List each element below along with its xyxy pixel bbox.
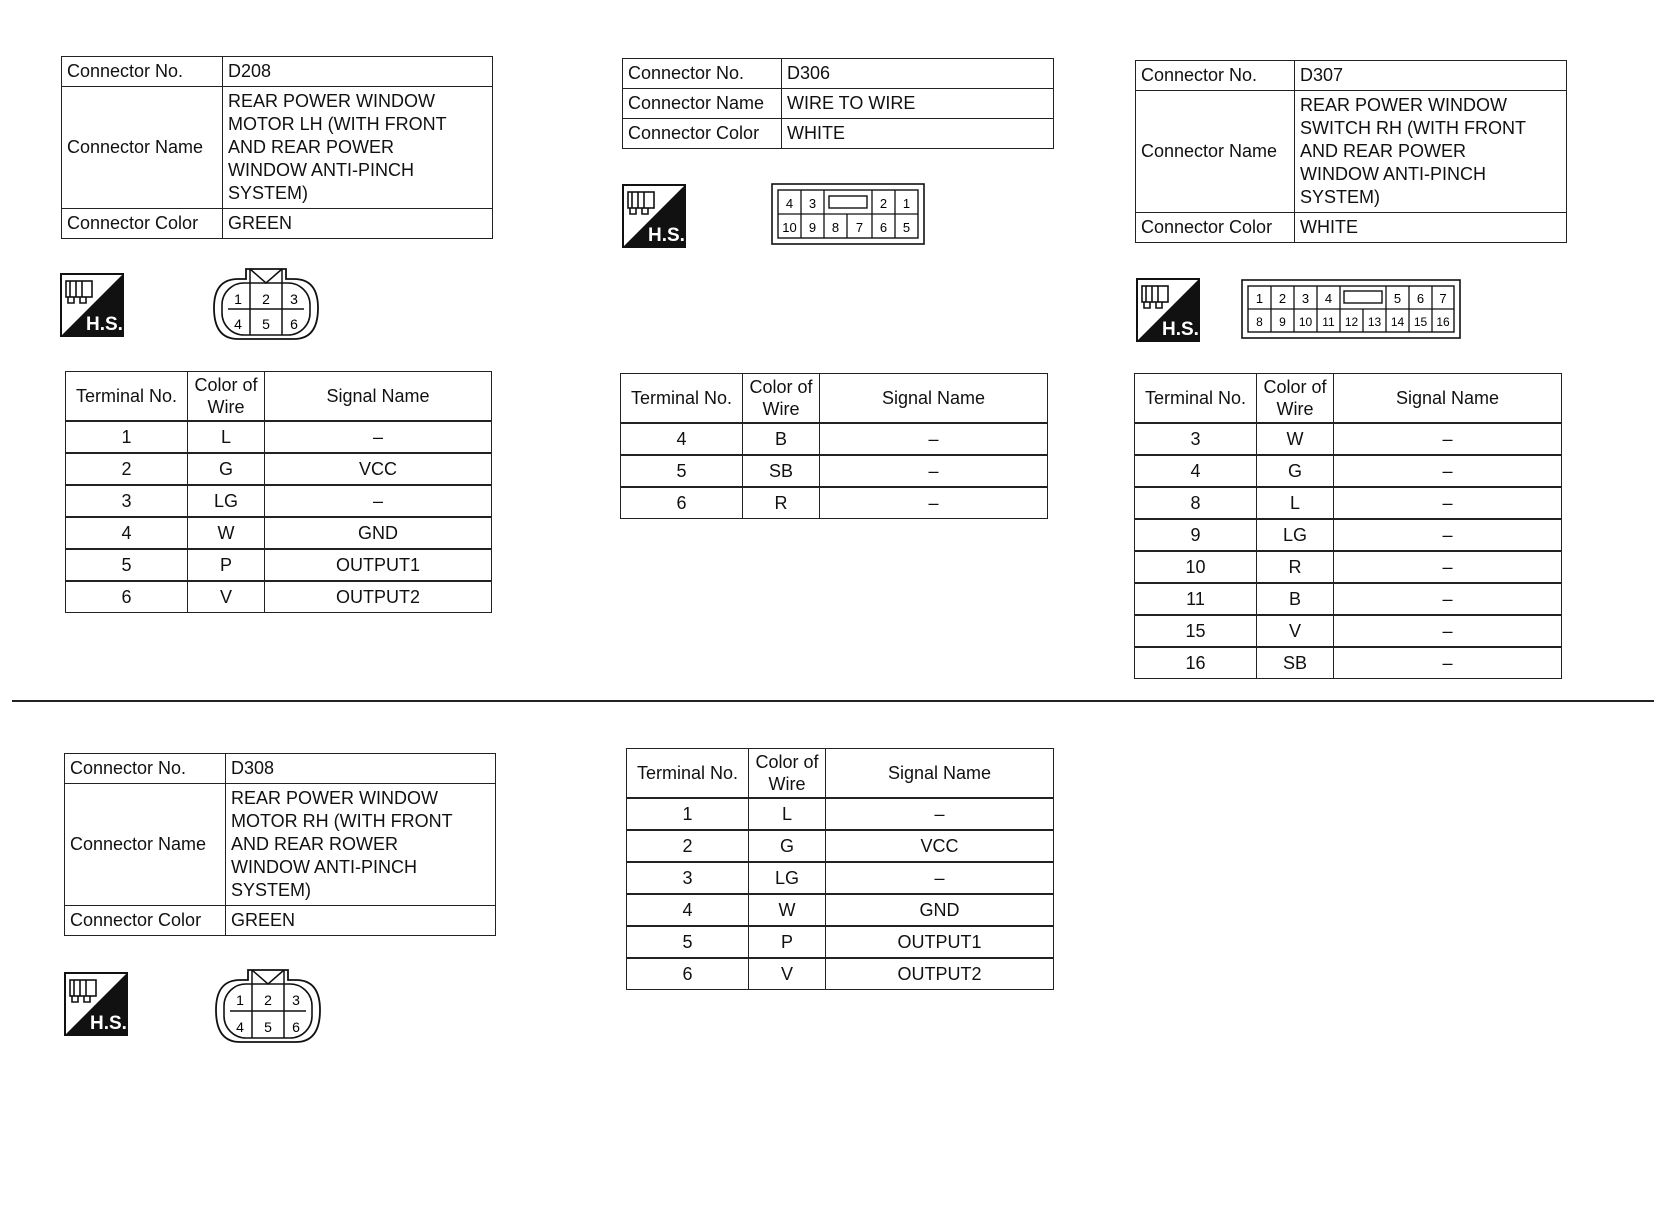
terminal-no-cell: 6: [627, 958, 749, 990]
connector-name-value: REAR POWER WINDOW SWITCH RH (WITH FRONT AND REAR POWER WINDOW ANTI-PINCH SYSTEM): [1295, 91, 1567, 213]
terminal-no-cell: 16: [1135, 647, 1257, 679]
terminal-no-cell: 3: [66, 485, 188, 517]
signal-name-cell: OUTPUT2: [826, 958, 1054, 990]
signal-name-cell: –: [1334, 423, 1562, 455]
pin-label: 4: [1324, 291, 1333, 306]
connector-no-value: D307: [1295, 61, 1567, 91]
hs-label: H.S.: [86, 314, 123, 335]
wire-color-cell: W: [749, 894, 826, 926]
table-row: [1135, 423, 1562, 455]
table-row: [66, 453, 492, 485]
pin-label: 1: [902, 196, 911, 211]
connector-color-value: GREEN: [226, 906, 496, 936]
harness-side-icon: [64, 972, 128, 1036]
signal-name-cell: VCC: [826, 830, 1054, 862]
pin-label: 5: [264, 1019, 272, 1035]
pin-label: 13: [1367, 315, 1382, 329]
pin-label: 5: [1393, 291, 1402, 306]
terminal-no-cell: 4: [627, 894, 749, 926]
pin-label: 10: [1298, 315, 1313, 329]
connector-info-table-d307: [1135, 60, 1567, 243]
connector-info-table-d306: [622, 58, 1054, 149]
wire-color-header: Color of Wire: [188, 372, 265, 422]
signal-name-cell: –: [1334, 615, 1562, 647]
pin-label: 2: [264, 992, 272, 1008]
pin-label: 5: [262, 316, 270, 332]
terminal-no-cell: 6: [621, 487, 743, 519]
pin-label: 3: [1301, 291, 1310, 306]
wire-color-cell: L: [1257, 487, 1334, 519]
pin-label: 8: [831, 220, 840, 235]
pin-label: 1: [236, 992, 244, 1008]
signal-name-cell: –: [265, 421, 492, 453]
terminal-table-header: [66, 372, 492, 422]
connector-name-row: [623, 89, 1054, 119]
table-row: [627, 862, 1054, 894]
table-row: [1135, 455, 1562, 487]
wire-color-cell: LG: [1257, 519, 1334, 551]
signal-name-cell: –: [1334, 583, 1562, 615]
connector-no-row: [1136, 61, 1567, 91]
table-row: [621, 455, 1048, 487]
connector-name-label: Connector Name: [62, 87, 223, 209]
wire-color-cell: V: [749, 958, 826, 990]
pin-label: 2: [879, 196, 888, 211]
table-row: [66, 485, 492, 517]
table-row: [627, 958, 1054, 990]
connector-color-row: [62, 209, 493, 239]
table-row: [1135, 519, 1562, 551]
signal-name-header: Signal Name: [826, 749, 1054, 799]
wire-color-cell: B: [743, 423, 820, 455]
wire-color-cell: W: [1257, 423, 1334, 455]
pin-label: 4: [236, 1019, 244, 1035]
connector-name-label: Connector Name: [65, 784, 226, 906]
table-row: [627, 894, 1054, 926]
terminal-no-cell: 8: [1135, 487, 1257, 519]
hs-label: H.S.: [90, 1013, 127, 1034]
wire-color-header: Color of Wire: [743, 374, 820, 424]
signal-name-cell: –: [820, 423, 1048, 455]
terminal-no-cell: 3: [1135, 423, 1257, 455]
table-row: [1135, 583, 1562, 615]
pin-label: 6: [1416, 291, 1425, 306]
terminal-no-cell: 2: [66, 453, 188, 485]
wire-color-cell: LG: [188, 485, 265, 517]
signal-name-cell: –: [1334, 551, 1562, 583]
signal-name-header: Signal Name: [1334, 374, 1562, 424]
connector-face-d308: [208, 966, 328, 1056]
connector-no-label: Connector No.: [65, 754, 226, 784]
signal-name-cell: VCC: [265, 453, 492, 485]
wire-color-cell: G: [188, 453, 265, 485]
connector-no-value: D308: [226, 754, 496, 784]
wire-color-cell: R: [1257, 551, 1334, 583]
pin-label: 10: [782, 220, 797, 235]
connector-no-label: Connector No.: [62, 57, 223, 87]
terminal-table-header: [627, 749, 1054, 799]
pin-label: 4: [785, 196, 794, 211]
connector-name-label: Connector Name: [1136, 91, 1295, 213]
connector-info-table-d308: [64, 753, 496, 936]
pin-label: 7: [855, 220, 864, 235]
pin-label: 14: [1390, 315, 1405, 329]
wire-color-cell: SB: [1257, 647, 1334, 679]
pin-label: 12: [1344, 315, 1359, 329]
signal-name-cell: OUTPUT1: [826, 926, 1054, 958]
connector-name-row: [62, 87, 493, 209]
connector-color-value: WHITE: [1295, 213, 1567, 243]
connector-color-label: Connector Color: [65, 906, 226, 936]
terminal-no-cell: 9: [1135, 519, 1257, 551]
wire-color-cell: LG: [749, 862, 826, 894]
connector-info-table-d208: [61, 56, 493, 239]
harness-side-icon: [60, 273, 124, 337]
signal-name-cell: GND: [265, 517, 492, 549]
connector-color-label: Connector Color: [623, 119, 782, 149]
table-row: [627, 926, 1054, 958]
terminal-no-cell: 4: [66, 517, 188, 549]
wire-color-header: Color of Wire: [1257, 374, 1334, 424]
terminal-no-cell: 1: [66, 421, 188, 453]
wire-color-cell: P: [749, 926, 826, 958]
table-row: [66, 421, 492, 453]
table-row: [1135, 551, 1562, 583]
harness-side-icon: [1136, 278, 1200, 342]
table-row: [66, 581, 492, 613]
table-row: [66, 517, 492, 549]
terminal-no-cell: 4: [1135, 455, 1257, 487]
connector-face-d307: [1240, 278, 1462, 340]
table-row: [1135, 615, 1562, 647]
signal-name-header: Signal Name: [265, 372, 492, 422]
connector-no-value: D306: [782, 59, 1054, 89]
signal-name-cell: –: [1334, 519, 1562, 551]
signal-name-cell: OUTPUT1: [265, 549, 492, 581]
signal-name-cell: –: [1334, 647, 1562, 679]
signal-name-cell: –: [820, 487, 1048, 519]
pin-label: 16: [1436, 315, 1450, 329]
signal-name-cell: GND: [826, 894, 1054, 926]
terminal-no-header: Terminal No.: [627, 749, 749, 799]
wire-color-cell: B: [1257, 583, 1334, 615]
wire-color-cell: L: [188, 421, 265, 453]
connector-color-row: [623, 119, 1054, 149]
connector-no-label: Connector No.: [623, 59, 782, 89]
pin-label: 4: [234, 316, 242, 332]
connector-name-value: REAR POWER WINDOW MOTOR RH (WITH FRONT AND REAR ROWER WINDOW ANTI-PINCH SYSTEM): [226, 784, 496, 906]
table-row: [627, 798, 1054, 830]
pin-label: 6: [292, 1019, 300, 1035]
pin-label: 6: [879, 220, 888, 235]
terminal-table-header: [1135, 374, 1562, 424]
terminal-no-cell: 11: [1135, 583, 1257, 615]
hs-label: H.S.: [1162, 319, 1199, 340]
terminal-no-cell: 15: [1135, 615, 1257, 647]
connector-color-label: Connector Color: [1136, 213, 1295, 243]
connector-no-row: [623, 59, 1054, 89]
connector-face-d306: [770, 182, 926, 246]
pin-label: 1: [1255, 291, 1264, 306]
terminal-no-cell: 5: [66, 549, 188, 581]
signal-name-header: Signal Name: [820, 374, 1048, 424]
terminal-table-d307: [1134, 373, 1562, 679]
signal-name-cell: –: [826, 798, 1054, 830]
signal-name-cell: –: [820, 455, 1048, 487]
table-row: [621, 487, 1048, 519]
signal-name-cell: OUTPUT2: [265, 581, 492, 613]
pin-label: 3: [292, 992, 300, 1008]
connector-color-value: GREEN: [223, 209, 493, 239]
connector-no-row: [62, 57, 493, 87]
signal-name-cell: –: [265, 485, 492, 517]
connector-color-row: [65, 906, 496, 936]
wire-color-cell: L: [749, 798, 826, 830]
connector-color-row: [1136, 213, 1567, 243]
terminal-no-cell: 5: [621, 455, 743, 487]
terminal-table-header: [621, 374, 1048, 424]
table-row: [1135, 647, 1562, 679]
connector-no-value: D208: [223, 57, 493, 87]
terminal-no-cell: 3: [627, 862, 749, 894]
connector-name-row: [1136, 91, 1567, 213]
pin-label: 6: [290, 316, 298, 332]
pin-label: 2: [1278, 291, 1287, 306]
connector-no-row: [65, 754, 496, 784]
connector-color-value: WHITE: [782, 119, 1054, 149]
terminal-no-cell: 4: [621, 423, 743, 455]
table-row: [1135, 487, 1562, 519]
terminal-no-cell: 1: [627, 798, 749, 830]
pin-label: 5: [902, 220, 911, 235]
hs-label: H.S.: [648, 225, 685, 246]
pin-label: 2: [262, 291, 270, 307]
pin-label: 3: [808, 196, 817, 211]
terminal-table-d306: [620, 373, 1048, 519]
terminal-no-header: Terminal No.: [66, 372, 188, 422]
connector-no-label: Connector No.: [1136, 61, 1295, 91]
terminal-table-d308: [626, 748, 1054, 990]
pin-label: 7: [1439, 291, 1447, 306]
table-row: [66, 549, 492, 581]
terminal-no-header: Terminal No.: [1135, 374, 1257, 424]
table-row: [627, 830, 1054, 862]
terminal-no-cell: 6: [66, 581, 188, 613]
connector-name-value: WIRE TO WIRE: [782, 89, 1054, 119]
signal-name-cell: –: [1334, 455, 1562, 487]
connector-name-label: Connector Name: [623, 89, 782, 119]
wire-color-cell: R: [743, 487, 820, 519]
signal-name-cell: –: [826, 862, 1054, 894]
wire-color-cell: V: [1257, 615, 1334, 647]
table-row: [621, 423, 1048, 455]
pin-label: 9: [1279, 315, 1286, 329]
terminal-no-cell: 5: [627, 926, 749, 958]
wire-color-cell: P: [188, 549, 265, 581]
wire-color-cell: G: [1257, 455, 1334, 487]
connector-face-d208: [206, 263, 326, 353]
wire-color-cell: W: [188, 517, 265, 549]
terminal-table-d208: [65, 371, 492, 613]
connector-name-row: [65, 784, 496, 906]
wire-color-cell: G: [749, 830, 826, 862]
terminal-no-cell: 10: [1135, 551, 1257, 583]
pin-label: 15: [1413, 315, 1428, 329]
pin-label: 3: [290, 291, 298, 307]
wire-color-cell: SB: [743, 455, 820, 487]
connector-name-value: REAR POWER WINDOW MOTOR LH (WITH FRONT AND REAR POWER WINDOW ANTI-PINCH SYSTEM): [223, 87, 493, 209]
connector-color-label: Connector Color: [62, 209, 223, 239]
pin-label: 11: [1322, 315, 1335, 329]
harness-side-icon: [622, 184, 686, 248]
wire-color-header: Color of Wire: [749, 749, 826, 799]
pin-label: 1: [234, 291, 242, 307]
pin-label: 9: [808, 220, 817, 235]
signal-name-cell: –: [1334, 487, 1562, 519]
pin-label: 8: [1256, 315, 1263, 329]
wire-color-cell: V: [188, 581, 265, 613]
terminal-no-header: Terminal No.: [621, 374, 743, 424]
terminal-no-cell: 2: [627, 830, 749, 862]
section-divider: [12, 700, 1654, 702]
